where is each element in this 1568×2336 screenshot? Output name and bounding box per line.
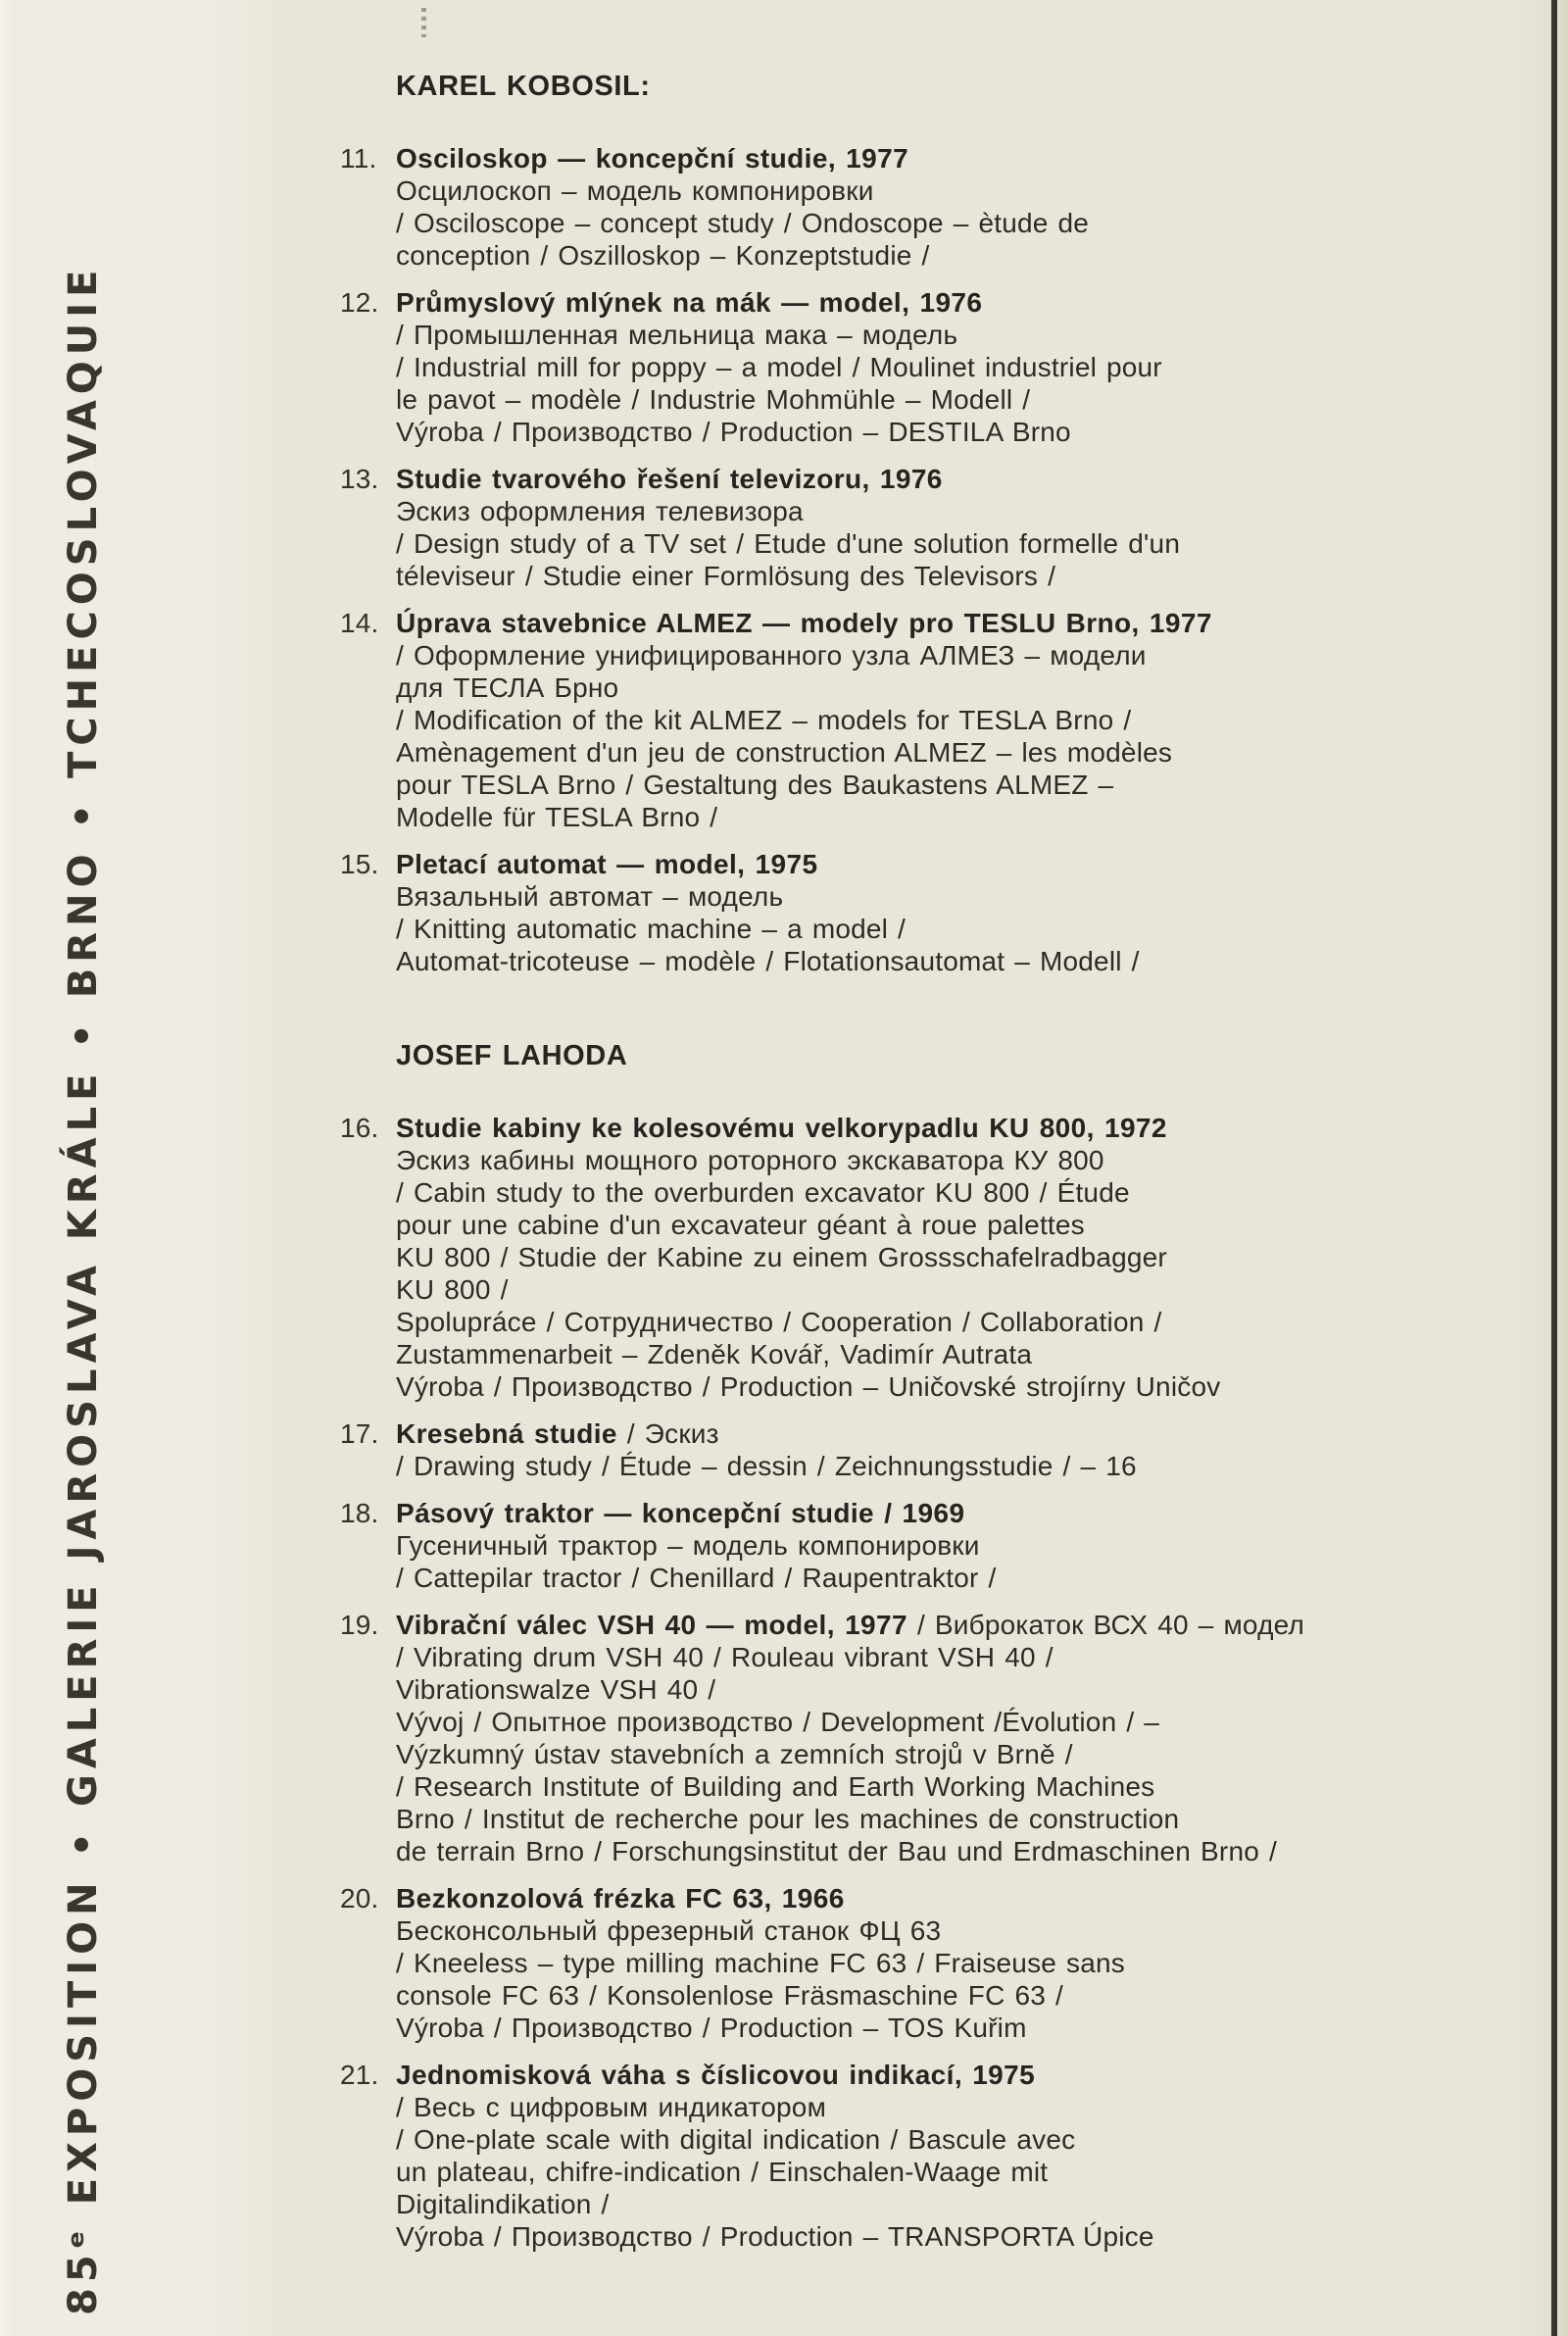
entry-body — [396, 1112, 1438, 1403]
entry-title: Pletací automat — model, 1975 — [396, 849, 818, 879]
catalog-entry — [340, 2059, 1438, 2253]
entry-line: Výzkumný ústav stavebních a zemních strojů v Brně / — [396, 1739, 1073, 1769]
catalog-entry — [340, 1882, 1438, 2044]
entry-line: conception / Oszilloskop – Konzeptstudie / — [396, 240, 930, 271]
entry-line: pour une cabine d'un excavateur géant à roue palettes — [396, 1210, 1085, 1240]
catalog-entry — [340, 463, 1438, 592]
entry-line: / Vibrating drum VSH 40 / Rouleau vibrant VSH 40 / — [396, 1642, 1054, 1672]
entry-body — [396, 607, 1438, 833]
entry-line: / Весь с цифровым индикатором — [396, 2092, 827, 2122]
entry-line: Brno / Institut de recherche pour les machines de construction — [396, 1804, 1180, 1834]
entry-line: / Оформление унифицированного узла АЛМЕЗ – модели — [396, 640, 1147, 671]
entry-line: console FC 63 / Konsolenlose Fräsmaschine FC 63 / — [396, 1980, 1063, 2011]
entry-title: Pásový traktor — koncepční studie / 1969 — [396, 1498, 965, 1528]
entry-body — [396, 2059, 1438, 2253]
catalog-entry — [340, 1112, 1438, 1403]
entry-line: KU 800 / Studie der Kabine zu einem Grossschafelradbagger — [396, 1242, 1167, 1272]
section-heading: KAREL KOBOSIL: — [396, 71, 651, 102]
entry-line: / Drawing study / Étude – dessin / Zeichnungsstudie / – 16 — [396, 1451, 1137, 1481]
entry-line: Вязальный автомат – модель — [396, 881, 784, 912]
entry-body — [396, 142, 1438, 272]
sidebar-vertical-title-text: 85ᵉ EXPOSITION • GALERIE JAROSLAVA KRÁLE • BRNO • TCHECOSLOVAQUIE — [61, 264, 106, 2315]
entry-number: 17. — [340, 1418, 379, 1449]
catalog-entry — [340, 1609, 1438, 1867]
entry-line: / Промышленная мельница мака – модель — [396, 320, 958, 350]
entry-number: 14. — [340, 608, 379, 638]
entry-number: 13. — [340, 464, 379, 494]
entry-line: Осцилоскоп – модель компонировки — [396, 175, 874, 206]
entry-line: pour TESLA Brno / Gestaltung des Baukastens ALMEZ – — [396, 770, 1114, 800]
entry-line: Гусеничный трактор – модель компонировки — [396, 1530, 980, 1561]
catalog-entry — [340, 848, 1438, 977]
entry-title: Studie kabiny ke kolesovému velkorypadlu KU 800, 1972 — [396, 1113, 1167, 1143]
entry-line: / Design study of a TV set / Etude d'une solution formelle d'un — [396, 528, 1181, 559]
catalog-entry — [340, 286, 1438, 448]
entry-title: Vibrační válec VSH 40 — model, 1977 / Виброкаток ВСХ 40 – модел — [396, 1610, 1304, 1640]
entry-line: / Kneeless – type milling machine FC 63 / Fraiseuse sans — [396, 1948, 1125, 1978]
entry-line: Эскиз кабины мощного роторного экскаватора КУ 800 — [396, 1145, 1104, 1175]
entry-line: Automat-tricoteuse – modèle / Flotationsautomat – Modell / — [396, 946, 1140, 976]
entry-line: Vibrationswalze VSH 40 / — [396, 1674, 716, 1705]
entry-line: Digitalindikation / — [396, 2189, 610, 2219]
entry-line: Spolupráce / Сотрудничество / Cooperation / Collaboration / — [396, 1307, 1162, 1337]
entry-number: 19. — [340, 1610, 379, 1640]
entry-body — [396, 848, 1438, 977]
entry-line: для ТЕСЛА Брно — [396, 672, 619, 703]
entry-line: / One-plate scale with digital indication / Bascule avec — [396, 2124, 1076, 2155]
entry-body — [396, 463, 1438, 592]
entry-number: 20. — [340, 1883, 379, 1914]
catalog-entry — [340, 607, 1438, 833]
entry-line: téleviseur / Studie einer Formlösung des Televisors / — [396, 561, 1056, 591]
entry-title: Kresebná studie / Эскиз — [396, 1418, 719, 1449]
entry-line: le pavot – modèle / Industrie Mohmühle – Modell / — [396, 384, 1031, 415]
entry-body — [396, 1882, 1438, 2044]
page-fold-line — [1551, 0, 1557, 2336]
entry-number: 21. — [340, 2060, 379, 2090]
entry-line: / Modification of the kit ALMEZ – models for TESLA Brno / — [396, 705, 1132, 735]
entry-body — [396, 1497, 1438, 1594]
sidebar-vertical-title — [61, 31, 106, 2315]
entry-line: Výroba / Производство / Production – TOS Kuřim — [396, 2013, 1027, 2043]
entry-line: Vývoj / Опытное производство / Development /Évolution / – — [396, 1707, 1160, 1737]
entry-line: / Knitting automatic machine – a model / — [396, 914, 906, 944]
entry-title-suffix: / Виброкаток ВСХ 40 – модел — [906, 1610, 1304, 1640]
entry-number: 11. — [340, 143, 377, 174]
entry-body — [396, 286, 1438, 448]
entry-line: de terrain Brno / Forschungsinstitut der Bau und Erdmaschinen Brno / — [396, 1836, 1277, 1866]
scan-artifact-marks — [421, 8, 426, 37]
entry-number: 15. — [340, 849, 379, 879]
entry-title: Jednomisková váha s číslicovou indikací, 1975 — [396, 2060, 1036, 2090]
catalog-entry — [340, 142, 1438, 272]
section-heading: JOSEF LAHODA — [396, 1040, 628, 1071]
entry-line: KU 800 / — [396, 1274, 509, 1305]
entry-line: Zustammenarbeit – Zdeněk Kovář, Vadimír Autrata — [396, 1339, 1033, 1369]
catalog-entry — [340, 1497, 1438, 1594]
entry-line: / Industrial mill for poppy – a model / Moulinet industriel pour — [396, 352, 1162, 382]
entry-title: Úprava stavebnice ALMEZ — modely pro TESLU Brno, 1977 — [396, 608, 1212, 638]
entry-body — [396, 1417, 1438, 1482]
entry-line: Výroba / Производство / Production – DESTILA Brno — [396, 417, 1071, 447]
entry-title: Průmyslový mlýnek na mák — model, 1976 — [396, 287, 983, 318]
entry-line: Výroba / Производство / Production – Uničovské strojírny Uničov — [396, 1371, 1221, 1402]
entry-line: / Research Institute of Building and Earth Working Machines — [396, 1771, 1155, 1802]
entry-line: Výroba / Производство / Production – TRANSPORTA Úpice — [396, 2221, 1154, 2252]
entry-line: Amènagement d'un jeu de construction ALMEZ – les modèles — [396, 737, 1173, 768]
entry-line: Эскиз оформления телевизора — [396, 496, 804, 526]
entry-title: Studie tvarového řešení televizoru, 1976 — [396, 464, 943, 494]
entry-line: Modelle für TESLA Brno / — [396, 802, 718, 832]
entry-body — [396, 1609, 1438, 1867]
catalog-content — [340, 71, 1438, 2267]
entry-line: / Cabin study to the overburden excavator KU 800 / Étude — [396, 1177, 1130, 1208]
entry-title: Bezkonzolová frézka FC 63, 1966 — [396, 1883, 845, 1914]
entry-number: 12. — [340, 287, 379, 318]
entry-line: un plateau, chifre-indication / Einschalen-Waage mit — [396, 2157, 1049, 2187]
entry-line: / Osciloscope – concept study / Ondoscope – ètude de — [396, 208, 1090, 238]
catalog-entry — [340, 1417, 1438, 1482]
entry-number: 16. — [340, 1113, 379, 1143]
entry-line: Бесконсольный фрезерный станок ФЦ 63 — [396, 1915, 942, 1946]
entry-title-suffix: / Эскиз — [616, 1418, 719, 1449]
entry-number: 18. — [340, 1498, 379, 1528]
entry-line: / Cattepilar tractor / Chenillard / Raupentraktor / — [396, 1563, 997, 1593]
entry-title: Osciloskop — koncepční studie, 1977 — [396, 143, 909, 174]
